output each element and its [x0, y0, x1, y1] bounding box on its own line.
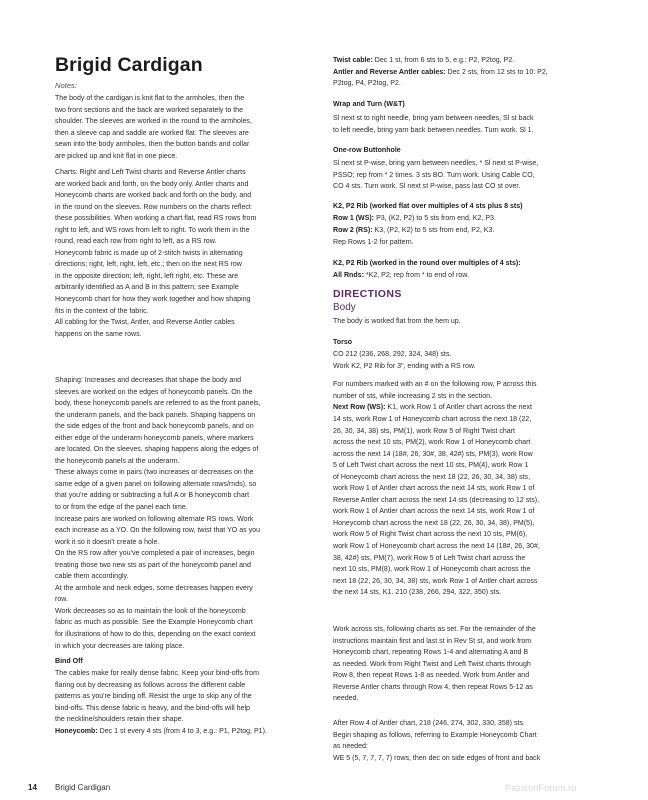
text-line: in which your decreases are taking place.: [55, 642, 185, 650]
antler-cable-bindoff: [333, 67, 548, 79]
next-row-text: K1, work Row 1 of Antler chart across the next: [385, 404, 532, 411]
text-line: the neckline/shoulders retain their shape.: [55, 716, 184, 724]
text-line: row.: [55, 596, 68, 604]
rib-row1: [333, 213, 496, 225]
text-line: 26, 30, 34, 38) sts, PM(1), work Row 5 of Right Twist chart: [333, 427, 515, 435]
text-line: treating those two new sts as part of the honeycomb panel and: [55, 561, 251, 569]
text-line: of Honeycomb chart across the next 18 (22, 26, 30, 34, 38) sts,: [333, 473, 531, 481]
text-line: sewn into the body armholes, then the button bands and collar: [55, 141, 250, 149]
text-line: fabric as much as possible. See the Example Honeycomb chart: [55, 619, 253, 627]
rib-row2: [333, 225, 494, 237]
text-line: number of sts, while increasing 2 sts in the section.: [333, 392, 493, 400]
text-line: CO 4 sts. Turn work. Sl next st P-wise, pass last CO st over.: [333, 183, 521, 191]
text-line: as needed. Work from Right Twist and Left Twist charts through: [333, 660, 531, 668]
text-line: then a sleeve cap and saddle are worked flat. The sleeves are: [55, 129, 249, 137]
text-line: the honeycomb panels at the underarm.: [55, 457, 180, 465]
text-line: happens on the same rows.: [55, 330, 142, 338]
bindoff-heading: Bind Off: [55, 658, 83, 665]
text-line: work Row 1 of Honeycomb chart across the next 14 (18#, 26, 30#,: [333, 543, 540, 551]
text-line: right to left, and WS rows from left to right. To work them in the: [55, 226, 250, 234]
text-line: cable them accordingly.: [55, 573, 129, 581]
text-line: in the opposite direction; left, right, left right, etc. These are: [55, 272, 239, 280]
text-line: are worked back and forth, on the body only. Antler charts and: [55, 180, 249, 188]
text-line: fits in the context of the fabric.: [55, 307, 149, 315]
text-line: the side edges of the front and back honeycomb panels, and on: [55, 423, 254, 431]
twist-cable-bindoff: [333, 55, 514, 67]
notes-label: Notes:: [55, 81, 77, 90]
rib-row2-label: Row 2 (RS):: [333, 227, 373, 234]
rib-round-text: *K2, P2; rep from * to end of row.: [363, 272, 469, 279]
buttonhole-paragraph: [333, 158, 538, 193]
honeycomb-label: Honeycomb:: [55, 728, 98, 735]
text-line: Work across sts, following charts as set. For the remainder of the: [333, 626, 536, 633]
text-line: these possibilities. When working a chart flat, read RS rows from: [55, 215, 257, 223]
body-intro: The body is worked flat from the hem up.: [333, 318, 461, 325]
directions-heading: DIRECTIONS: [333, 288, 402, 300]
text-line: These always come in pairs (two increases or decreases on the: [55, 469, 254, 477]
wt-paragraph: [333, 113, 534, 136]
text-line: as needed:: [333, 743, 368, 751]
text-line: PSSO; rep from * 2 times. 3 sts BO. Turn work. Using Cable CO,: [333, 171, 535, 179]
text-line: shoulder. The sleeves are worked in the round to the armholes,: [55, 118, 252, 126]
text-line: 5 of Left Twist chart across the next 10 sts, PM(4), work Row 1: [333, 462, 529, 470]
antler-text-1: Dec 2 sts, from 12 sts to 10: P2,: [445, 69, 548, 76]
text-line: round, read each row from right to left, as a RS row.: [55, 238, 217, 246]
twist-text: Dec 1 st, from 6 sts to 5, e.g.: P2, P2tog, P2.: [372, 57, 515, 64]
text-line: are located. On the sleeves, shaping happens along the edges of: [55, 446, 259, 454]
text-line: WE 5 (5, 7, 7, 7, 7) rows, then dec on side edges of front and back: [333, 754, 541, 762]
text-line: instructions maintain first and last st in Rev St st, and work from: [333, 637, 532, 645]
text-line: needed.: [333, 695, 359, 703]
text-line: across the next 14 (18#, 26, 30#, 38, 42#) sts, PM(3), work Row: [333, 450, 533, 458]
text-line: Sl next st P-wise, bring yarn between needles, * Sl next st P-wise,: [333, 160, 539, 167]
text-line: Work K2, P2 Rib for 3", ending with a RS row.: [333, 362, 476, 370]
rib-round-row: [333, 270, 469, 282]
rib-row1-label: Row 1 (WS):: [333, 215, 375, 222]
text-line: Row 8, then repeat Rows 1-8 as needed. Work from Antler and: [333, 672, 530, 680]
work-across-paragraph: [333, 624, 536, 705]
text-line: CO 212 (236, 268, 292, 324, 348) sts.: [333, 351, 452, 358]
charts-paragraph: [55, 167, 256, 340]
rib-row1-text: P3, (K2, P2) to 5 sts from end, K2, P3.: [374, 215, 496, 222]
text-line: work Row 5 of Right Twist chart across the next 10 sts, PM(6),: [333, 531, 528, 539]
text-line: Reverse Antler chart across the next 14 sts (decreasing to 12 sts),: [333, 496, 540, 504]
intro-paragraph: [55, 93, 252, 162]
text-line: two front sections and the back are worked separately to the: [55, 106, 244, 114]
text-line: Honeycomb charts are worked back and forth on the body, and: [55, 192, 252, 200]
text-line: each increase as a YO. On the following row, twist that YO as you: [55, 527, 260, 535]
text-line: the underarm panels, and the back panels. Shaping happens on: [55, 411, 256, 419]
page-title: Brigid Cardigan: [55, 54, 203, 76]
antler-label: Antler and Reverse Antler cables:: [333, 69, 446, 76]
text-line: 14 sts, work Row 1 of Honeycomb chart across the next 18 (22,: [333, 416, 532, 423]
text-line: Begin shaping as follows, referring to Example Honeycomb Chart: [333, 731, 537, 739]
text-line: body, these honeycomb panels are referred to as the front panels,: [55, 400, 261, 408]
body-heading: Body: [333, 302, 356, 313]
text-line: flaring out by decreasing as follows across the different cable: [55, 681, 246, 689]
text-line: arbitrarily identified as A and B in this pattern; see Example: [55, 284, 239, 292]
text-line: are picked up and knit flat in one piece.: [55, 152, 178, 160]
torso-paragraph: [333, 349, 476, 372]
rib-row2-text: K3, (P2, K2) to 5 sts from end, P2, K3.: [372, 227, 495, 234]
text-line: All cabling for the Twist, Antler, and Reverse Antler cables: [55, 319, 235, 327]
next-row-label: Next Row (WS):: [333, 404, 386, 411]
text-line: work Row 1 of Antler chart across the next 14 sts, work Row 1 of: [333, 485, 535, 493]
after-row-paragraph: [333, 718, 540, 764]
next-row-paragraph: [333, 414, 540, 599]
text-line: same edge of a given panel on following alternate rows/rnds), so: [55, 480, 257, 488]
text-line: the next 14 sts, K1. 210 (238, 266, 294, 322, 350) sts.: [333, 589, 502, 597]
text-line: directions; right, left, right, left, etc.; then on the next RS row: [55, 261, 242, 269]
footer-title: Brigid Cardigan: [55, 783, 111, 792]
text-line: next 18 (22, 26, 30, 34, 38) sts, work Row 1 of Antler chart across: [333, 577, 538, 585]
next-row-first: [333, 402, 532, 414]
text-line: After Row 4 of Antler chart, 218 (246, 274, 302, 330, 358) sts.: [333, 720, 525, 727]
rib-round-heading: K2, P2 Rib (worked in the round over multiples of 4 sts):: [333, 260, 521, 267]
text-line: next 10 sts, PM(8), work Row 1 of Honeycomb chart across the: [333, 566, 531, 574]
text-line: At the armhole and neck edges, some decreases happen every: [55, 584, 253, 592]
rib-heading: K2, P2 Rib (worked flat over multiples of 4 sts plus 8 sts): [333, 203, 523, 210]
honeycomb-bindoff: [55, 726, 267, 738]
numbers-note: [333, 379, 537, 402]
antler-text-2: P2tog, P4, P2tog, P2.: [333, 80, 401, 87]
text-line: The cables make for really dense fabric. Keep your bind-offs from: [55, 670, 259, 677]
text-line: either edge of the underarm honeycomb panels, where markers: [55, 434, 254, 442]
text-line: work Row 1 of Antler chart across the next 14 sts, work Row 1 of: [333, 508, 535, 516]
text-line: bind-offs. This dense fabric is heavy, and the bind-offs will help: [55, 704, 250, 712]
text-line: that you're adding or subtracting a full A or B honeycomb chart: [55, 492, 250, 500]
rib-round-label: All Rnds:: [333, 272, 364, 279]
watermark: PassionForum.ru: [505, 783, 577, 793]
text-line: Honeycomb fabric is made up of 2-stitch twists in alternating: [55, 249, 243, 257]
bindoff-paragraph: [55, 668, 259, 726]
text-line: to left needle, bring yarn back between needles. Turn work. Sl 1.: [333, 126, 534, 134]
buttonhole-heading: One-row Buttonhole: [333, 147, 401, 154]
text-line: patterns as you're binding off. Resist the urge to skip any of the: [55, 693, 252, 701]
honeycomb-text: Dec 1 st every 4 sts (from 4 to 3, e.g.: P1, P2tog, P1).: [97, 728, 267, 735]
text-line: Increase pairs are worked on following alternate RS rows. Work: [55, 515, 254, 523]
text-line: Charts: Right and Left Twist charts and Reverse Antler charts: [55, 169, 246, 176]
shaping-paragraph: [55, 375, 261, 652]
twist-label: Twist cable:: [333, 57, 373, 64]
text-line: Shaping: Increases and decreases that shape the body and: [55, 377, 242, 384]
text-line: The body of the cardigan is knit flat to the armholes, then the: [55, 95, 245, 102]
text-line: work it so it doesn't create a hole.: [55, 538, 160, 546]
text-line: to or from the edge of the panel each time.: [55, 504, 188, 512]
text-line: 38, 42#) sts, PM(7), work Row 5 of Left Twist chart across the: [333, 554, 526, 562]
text-line: Honeycomb chart, repeating Rows 1-4 and alternating A and B: [333, 649, 529, 657]
text-line: Reverse Antler charts through Row 4, then repeat Rows 5-12 as: [333, 683, 533, 691]
rib-repeat: Rep Rows 1-2 for pattern.: [333, 239, 414, 246]
text-line: for illustrations of how to do this, depending on the exact context: [55, 631, 256, 639]
text-line: sleeves are worked on the edges of honeycomb panels. On the: [55, 388, 253, 396]
text-line: Work decreases so as to maintain the look of the honeycomb: [55, 607, 246, 615]
text-line: Sl next st to right needle, bring yarn between needles, Sl st back: [333, 115, 534, 122]
text-line: On the RS row after you've completed a pair of increases, begin: [55, 550, 255, 558]
text-line: across the next 10 sts, PM(2), work Row 1 of Honeycomb chart: [333, 439, 531, 447]
text-line: Honeycomb chart across the next 18 (22, 26, 30, 34, 38), PM(5),: [333, 519, 535, 527]
page-number: 14: [28, 783, 37, 792]
text-line: Honeycomb chart for how they work together and how shaping: [55, 296, 251, 304]
wt-heading: Wrap and Turn (W&T): [333, 101, 405, 108]
text-line: in the round on the sleeves. Row numbers on the charts reflect: [55, 203, 251, 211]
torso-heading: Torso: [333, 339, 353, 346]
text-line: For numbers marked with an # on the following row, P across this: [333, 381, 537, 388]
